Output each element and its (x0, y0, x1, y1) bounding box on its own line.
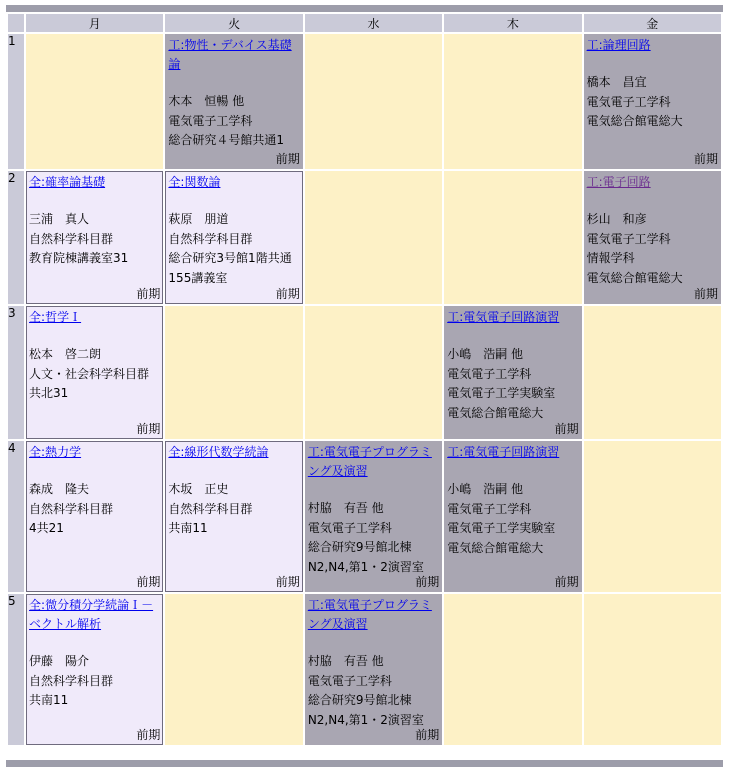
course-title (587, 173, 719, 192)
empty-slot (305, 306, 442, 439)
course-cell (305, 594, 442, 745)
empty-slot (444, 171, 581, 304)
period-number: 5 (8, 594, 24, 745)
course-detail-line: 自然科学科目群 (168, 231, 253, 246)
course-title (168, 173, 300, 192)
course-detail-line: 総合研究9号館北棟N2,N4,第1・2演習室 (307, 693, 424, 727)
course-detail-line: 総合研究４号館共通1 (168, 133, 285, 147)
course-cell (26, 441, 163, 592)
instructor-name: 伊藤 陽介 (29, 654, 90, 668)
instructor-name: 小嶋 浩嗣 他 (447, 482, 524, 496)
course-detail-line: 自然科学科目群 (168, 501, 253, 516)
course-cell-content (26, 171, 163, 304)
course-title (308, 443, 440, 481)
course-info (447, 480, 579, 558)
term-label: 前期 (554, 422, 579, 436)
instructor-name: 三浦 真人 (29, 212, 90, 226)
course-detail-line: 4共21 (29, 521, 64, 535)
empty-slot (584, 594, 721, 745)
course-cell-content (26, 594, 163, 745)
course-detail-line: 電気総合館電総大 (447, 540, 544, 555)
course-detail-line: 電気電子工学科 (447, 366, 532, 381)
course-cell-content (26, 306, 163, 439)
course-info (29, 480, 161, 539)
course-info (168, 92, 300, 151)
course-link[interactable]: 工:電気電子プログラミング及演習 (307, 598, 432, 631)
course-info (447, 345, 579, 423)
course-cell (165, 171, 302, 304)
instructor-name: 森成 隆夫 (29, 482, 90, 496)
empty-slot (165, 594, 302, 745)
course-title (447, 443, 579, 462)
course-info (29, 210, 161, 269)
course-detail-line: 総合研究3号館1階共通155講義室 (168, 251, 292, 285)
course-detail-line: 共南11 (29, 693, 69, 707)
course-info (168, 480, 300, 539)
period-row (8, 171, 721, 304)
empty-slot (584, 441, 721, 592)
day-header: 月 (26, 14, 163, 32)
course-cell-content (165, 441, 302, 592)
course-cell (165, 441, 302, 592)
course-link[interactable]: 工:物性・デバイス基礎論 (168, 38, 292, 71)
top-bar (6, 5, 723, 12)
course-title (29, 443, 161, 462)
course-detail-line: 電気電子工学実験室 (447, 521, 556, 535)
course-cell-content (165, 34, 302, 169)
course-detail-line: 情報学科 (586, 251, 635, 265)
course-cell (165, 34, 302, 169)
course-info (168, 210, 300, 288)
course-link[interactable]: 工:電気電子プログラミング及演習 (307, 445, 432, 478)
course-title (29, 596, 161, 634)
period-row (8, 34, 721, 169)
term-label: 前期 (275, 575, 300, 589)
course-link[interactable]: 全:微分積分学続論Ｉ－ベクトル解析 (29, 598, 154, 631)
instructor-name: 小嶋 浩嗣 他 (447, 347, 524, 361)
day-header: 木 (444, 14, 581, 32)
course-detail-line: 自然科学科目群 (29, 673, 114, 688)
empty-slot (26, 34, 163, 169)
course-detail-line: 自然科学科目群 (29, 231, 114, 246)
course-link[interactable]: 工:論理回路 (586, 38, 651, 52)
instructor-name: 村脇 有吾 他 (307, 501, 384, 515)
course-detail-line: 電気総合館電総大 (586, 270, 683, 285)
period-row (8, 306, 721, 439)
timetable (6, 12, 723, 747)
period-row (8, 594, 721, 745)
day-header: 火 (165, 14, 302, 32)
instructor-name: 杉山 和彦 (586, 212, 647, 226)
term-label: 前期 (693, 287, 718, 301)
term-label: 前期 (136, 422, 161, 436)
period-number: 1 (8, 34, 24, 169)
course-cell-content (26, 441, 163, 592)
instructor-name: 橋本 昌宜 (586, 75, 647, 89)
course-detail-line: 電気電子工学実験室 (447, 386, 556, 400)
term-label: 前期 (554, 575, 579, 589)
course-link[interactable]: 工:電子回路 (586, 175, 651, 189)
course-title (308, 596, 440, 634)
course-title (29, 173, 161, 192)
empty-slot (584, 306, 721, 439)
course-link[interactable]: 全:熱力学 (29, 445, 82, 459)
empty-slot (305, 171, 442, 304)
course-detail-line: 電気電子工学科 (307, 520, 392, 535)
course-title (168, 443, 300, 462)
course-link[interactable]: 全:哲学Ｉ (29, 310, 82, 324)
course-link[interactable]: 全:確率論基礎 (29, 175, 106, 189)
empty-slot (305, 34, 442, 169)
course-cell (444, 441, 581, 592)
day-header: 水 (305, 14, 442, 32)
course-cell-content (165, 171, 302, 304)
course-link[interactable]: 工:電気電子回路演習 (447, 445, 560, 459)
term-label: 前期 (275, 287, 300, 301)
course-detail-line: 共南11 (168, 521, 208, 535)
course-detail-line: 電気電子工学科 (586, 94, 671, 109)
term-label: 前期 (693, 152, 718, 166)
term-label: 前期 (415, 728, 440, 742)
course-cell (26, 594, 163, 745)
course-detail-line: 人文・社会科学科目群 (29, 366, 150, 381)
period-number: 3 (8, 306, 24, 439)
course-detail-line: 自然科学科目群 (29, 501, 114, 516)
course-title (587, 36, 719, 55)
empty-slot (444, 594, 581, 745)
day-header-row (8, 14, 721, 32)
empty-slot (444, 34, 581, 169)
course-detail-line: 電気電子工学科 (586, 231, 671, 246)
course-cell-content (305, 441, 442, 592)
course-info (29, 652, 161, 711)
term-label: 前期 (136, 575, 161, 589)
course-info (308, 652, 440, 730)
course-cell (26, 171, 163, 304)
course-cell-content (305, 594, 442, 745)
course-info (587, 73, 719, 132)
course-detail-line: 電気電子工学科 (447, 501, 532, 516)
instructor-name: 村脇 有吾 他 (307, 654, 384, 668)
course-cell (26, 306, 163, 439)
course-info (29, 345, 161, 404)
course-link[interactable]: 工:電気電子回路演習 (447, 310, 560, 324)
term-label: 前期 (415, 575, 440, 589)
instructor-name: 木本 恒暢 他 (168, 94, 245, 108)
course-info (587, 210, 719, 288)
course-detail-line: 電気総合館電総大 (586, 114, 683, 128)
empty-slot (165, 306, 302, 439)
course-info (308, 499, 440, 577)
corner-header (8, 14, 24, 32)
term-label: 前期 (136, 287, 161, 301)
course-title (168, 36, 300, 74)
term-label: 前期 (275, 152, 300, 166)
period-row (8, 441, 721, 592)
course-detail-line: 総合研究9号館北棟N2,N4,第1・2演習室 (307, 540, 424, 574)
instructor-name: 木坂 正史 (168, 482, 229, 496)
course-link[interactable]: 全:線形代数学続論 (168, 445, 269, 459)
course-cell-content (584, 171, 721, 304)
course-cell (305, 441, 442, 592)
course-detail-line: 電気電子工学科 (168, 113, 253, 128)
instructor-name: 萩原 朋道 (168, 212, 229, 226)
period-number: 2 (8, 171, 24, 304)
course-detail-line: 共北31 (29, 386, 69, 400)
day-header: 金 (584, 14, 721, 32)
course-detail-line: 電気総合館電総大 (447, 405, 544, 420)
period-number: 4 (8, 441, 24, 592)
course-cell (444, 306, 581, 439)
course-cell (584, 171, 721, 304)
course-cell-content (444, 306, 581, 439)
term-label: 前期 (136, 728, 161, 742)
course-cell-content (444, 441, 581, 592)
course-title (29, 308, 161, 327)
course-detail-line: 教育院棟講義室31 (29, 251, 129, 265)
instructor-name: 松本 啓二朗 (29, 347, 102, 361)
course-link[interactable]: 全:関数論 (168, 175, 221, 189)
course-cell (584, 34, 721, 169)
bottom-bar (6, 760, 723, 767)
course-detail-line: 電気電子工学科 (307, 673, 392, 688)
course-title (447, 308, 579, 327)
course-cell-content (584, 34, 721, 169)
